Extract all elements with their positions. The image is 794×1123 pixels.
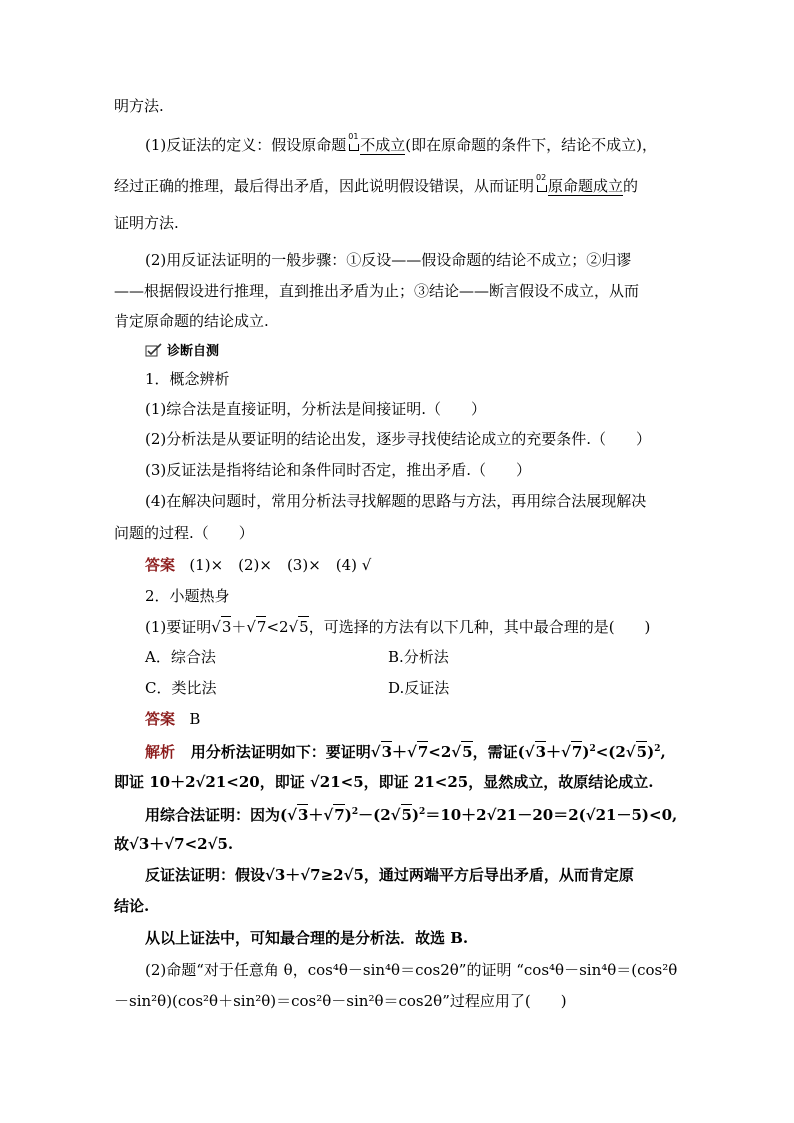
answer-line — [145, 709, 200, 729]
solution-line: 即证 10＋2√21<20，即证 √21<5，即证 21<25，显然成立，故原结论成立. — [114, 773, 654, 791]
option-d: D.反证法 — [388, 679, 450, 697]
formula: $(√3+√7)^2<(2√5)^2$, — [517, 743, 666, 761]
solution-line — [145, 804, 677, 825]
blank-number: 02 — [536, 173, 547, 182]
text-line: (2)用反证法证明的一般步骤：①反设——假设命题的结论不成立；②归谬 — [145, 251, 632, 269]
text-span: 经过正确的推理，最后得出矛盾，因此说明假设错误，从而证明 — [114, 177, 535, 195]
question-heading: 2．小题热身 — [145, 587, 230, 605]
question-item: (2)分析法是从要证明的结论出发，逐步寻找使结论成立的充要条件.（ ） — [145, 430, 652, 448]
text-line: 证明方法. — [114, 214, 179, 232]
answer-value: B — [189, 710, 201, 728]
solution-line: 故√3＋√7<2√5. — [114, 835, 234, 853]
solution-line: 从以上证法中，可知最合理的是分析法．故选 B. — [145, 929, 469, 947]
question-item: 问题的过程.（ ） — [114, 524, 254, 542]
blank-number: 01 — [348, 132, 359, 141]
text-span: (1)要证明 — [145, 618, 212, 636]
definition-line — [145, 132, 657, 155]
answer-value: (1)× (2)× (3)× (4) √ — [189, 556, 372, 574]
section-header-label: 诊断自测 — [167, 344, 220, 359]
solution-line: 结论. — [114, 897, 150, 915]
question-item: (4)在解决问题时，常用分析法寻找解题的思路与方法，再用综合法展现解决 — [145, 492, 647, 510]
section-header — [145, 340, 219, 359]
text-span: 用综合法证明：因为 — [145, 806, 281, 824]
option-a: A．综合法 — [145, 648, 216, 666]
text-span: (即在原命题的条件下，结论不成立)， — [405, 136, 657, 154]
question-stem: (2)命题“对于任意角 θ，cos⁴θ－sin⁴θ＝cos2θ”的证明 “cos⁴θ－sin⁴θ＝(cos²θ — [145, 961, 678, 979]
filled-blank: 原命题成立 — [548, 177, 624, 195]
text-span: 用分析法证明如下：要证明 — [190, 743, 371, 761]
question-item: (3)反证法是指将结论和条件同时否定，推出矛盾.（ ） — [145, 461, 532, 479]
text-span: ＝10＋2√21－20＝2(√21－5)<0, — [425, 806, 678, 824]
text-line: ——根据假设进行推理，直到推出矛盾为止；③结论——断言假设不成立，从而 — [114, 282, 640, 300]
text-span: ，可选择的方法有以下几种，其中最合理的是( ) — [308, 618, 651, 636]
text-span: (1)反证法的定义：假设原命题 — [145, 136, 347, 154]
option-b: B.分析法 — [388, 648, 449, 666]
definition-line — [114, 173, 639, 196]
formula: $(√3+√7)^2-(2√5)^2$ — [280, 806, 426, 824]
text-span: 的 — [623, 177, 639, 195]
answer-line — [145, 555, 371, 575]
blank-marker — [348, 132, 359, 151]
text-line: 明方法. — [114, 97, 164, 115]
solution-label: 解析 — [145, 743, 176, 761]
filled-blank: 不成立 — [360, 136, 406, 154]
question-heading: 1．概念辨析 — [145, 370, 230, 388]
solution-line: 反证法证明：假设√3＋√7≥2√5，通过两端平方后导出矛盾，从而肯定原 — [145, 866, 634, 884]
question-stem — [145, 616, 650, 637]
checklist-icon — [145, 343, 163, 357]
text-line: 肯定原命题的结论成立. — [114, 312, 269, 330]
question-stem: －sin²θ)(cos²θ＋sin²θ)＝cos²θ－sin²θ＝cos2θ”过程应用了( ) — [114, 992, 567, 1010]
formula: √3＋√7<2√5 — [370, 743, 473, 761]
question-item: (1)综合法是直接证明，分析法是间接证明.（ ） — [145, 400, 487, 418]
solution-line — [145, 741, 666, 762]
answer-label: 答案 — [145, 710, 176, 728]
inequality-formula: √3＋√7<2√5 — [211, 618, 309, 636]
answer-label: 答案 — [145, 556, 176, 574]
text-span: ，需证 — [472, 743, 518, 761]
blank-marker — [536, 173, 547, 192]
option-c: C．类比法 — [145, 679, 217, 697]
